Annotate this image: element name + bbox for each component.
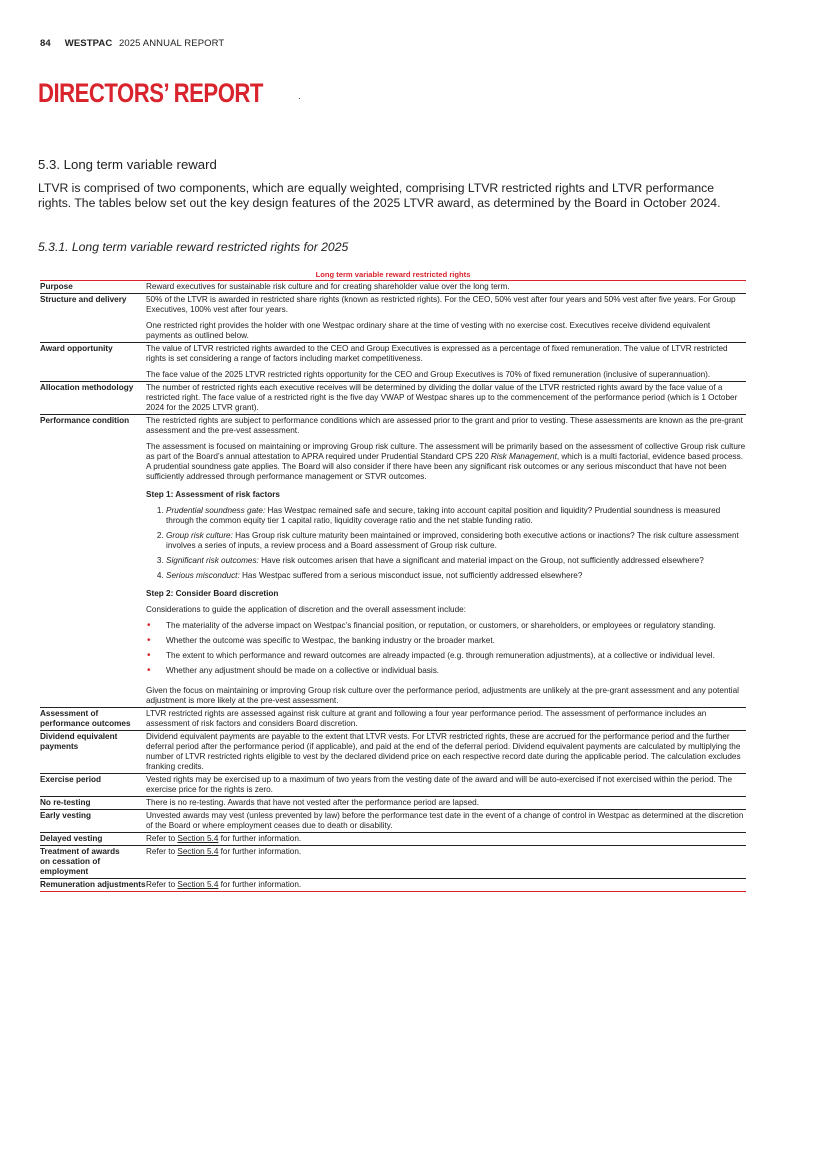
list-item-term: Significant risk outcomes: xyxy=(166,556,259,565)
section-5-4-link[interactable]: Section 5.4 xyxy=(177,834,219,843)
row-content: LTVR restricted rights are assessed against risk culture at grant and following a four year performance period. The assessment of performance includes an assessment of risk factors and considers Board discretion. xyxy=(146,709,707,728)
risk-factors-list xyxy=(146,506,746,581)
paragraph: The face value of the 2025 LTVR restricted rights opportunity for the CEO and Group Executives is 70% of fixed remuneration (inclusive of superannuation). xyxy=(146,370,711,379)
paragraph: Considerations to guide the application of discretion and the overall assessment include: xyxy=(146,605,466,614)
row-content xyxy=(146,833,746,846)
row-label: Early vesting xyxy=(40,811,91,820)
section-intro: LTVR is comprised of two components, which are equally weighted, comprising LTVR restricted rights and LTVR performance rights. The tables below set out the key design features of the 2025 LTVR award, as determined by the Board in October 2024. xyxy=(38,181,721,210)
row-content: There is no re-testing. Awards that have not vested after the performance period are lapsed. xyxy=(146,798,479,807)
table-row-award-opportunity xyxy=(40,343,746,382)
ltvr-design-table xyxy=(40,280,746,892)
row-label: Exercise period xyxy=(40,775,101,784)
row-content: Dividend equivalent payments are payable to the extent that LTVR vests. For LTVR restricted rights, these are accrued for the performance period and the further deferral period after the performance period (if applicable), and paid at the end of the deferral period. Dividend equivalent payments are calculated by multiplying the number of LTVR restricted rights eligible to vest by the declared dividend price on each respective record date during the applicable period. The calculation excludes franking credits. xyxy=(146,732,741,771)
row-label: Assessment of performance outcomes xyxy=(40,709,131,728)
list-item xyxy=(166,556,746,566)
row-label: Performance condition xyxy=(40,416,130,425)
row-content: The number of restricted rights each executive receives will be determined by dividing the dollar value of the LTVR restricted rights award by the face value of a restricted right. The face value of a restricted right is the five day VWAP of Westpac shares up to the commencement of the performance period (which is 1 October 2024 for the 2025 LTVR grant). xyxy=(146,383,738,412)
row-label: Award opportunity xyxy=(40,344,113,353)
row-label: No re-testing xyxy=(40,798,91,807)
table-row-purpose xyxy=(40,281,746,294)
subsection-heading: 5.3.1. Long term variable reward restricted rights for 2025 xyxy=(38,240,349,254)
list-item-term: Prudential soundness gate: xyxy=(166,506,266,515)
page-title: DIRECTORS’ REPORT xyxy=(38,78,263,108)
table-row-dividend xyxy=(40,731,746,774)
row-content: Vested rights may be exercised up to a maximum of two years from the vesting date of the award and will be auto-exercised if not exercised within the period. The exercise price for the rights is zero. xyxy=(146,775,733,794)
table-row-allocation xyxy=(40,382,746,415)
discretion-considerations-list xyxy=(146,621,746,676)
section-heading: 5.3. Long term variable reward xyxy=(38,157,217,172)
list-item-text: Have risk outcomes arisen that have a significant and material impact on the Group, not sufficiently addressed elsewhere? xyxy=(258,556,704,565)
paragraph: 50% of the LTVR is awarded in restricted share rights (known as restricted rights). For the CEO, 50% vest after four years and 50% vest after five years. For Group Executives, 100% vest after four years. xyxy=(146,295,736,314)
paragraph: The value of LTVR restricted rights awarded to the CEO and Group Executives is expressed as a percentage of fixed remuneration. The value of LTVR restricted rights is set considering a range of factors including market competitiveness. xyxy=(146,344,728,363)
list-item-text: Has Westpac remained safe and secure, taking into account capital position and liquidity? Prudential soundness is measured through the common equity tier 1 capital ratio, liquidity coverage ratio and the net stable funding ratio. xyxy=(166,506,721,525)
row-label: Delayed vesting xyxy=(40,834,103,843)
section-5-4-link[interactable]: Section 5.4 xyxy=(177,847,219,856)
list-item xyxy=(166,531,746,551)
row-content xyxy=(146,846,746,879)
row-content xyxy=(146,294,746,343)
list-item-text: Has Westpac suffered from a serious misconduct issue, not sufficiently addressed elsewhere? xyxy=(239,571,583,580)
row-label: Allocation methodology xyxy=(40,383,134,392)
table-row-treatment-cessation xyxy=(40,846,746,879)
table-row-delayed-vesting xyxy=(40,833,746,846)
page-number: 84 xyxy=(40,38,51,49)
paragraph: Given the focus on maintaining or improving Group risk culture over the performance period, adjustments are unlikely at the pre-grant assessment and any potential adjustment is more likely at the pre-vest assessment. xyxy=(146,686,739,705)
table-caption: Long term variable reward restricted rights xyxy=(315,270,471,279)
table-row-structure xyxy=(40,294,746,343)
row-content: Unvested awards may vest (unless prevented by law) before the performance test date in the event of a change of control in Westpac as determined at the discretion of the Board or where employment ceases due to death or disability. xyxy=(146,811,744,830)
list-item-text: Has Group risk culture maturity been maintained or improved, considering both executive actions or inactions? The risk culture assessment involves a series of inputs, a review process and a Board assessment of Group risk culture. xyxy=(166,531,739,550)
step-1-title: Step 1: Assessment of risk factors xyxy=(146,490,280,499)
section-5-4-link[interactable]: Section 5.4 xyxy=(177,880,219,889)
paragraph: The restricted rights are subject to performance conditions which are assessed prior to the grant and prior to vesting. These assessments are known as the pre-grant assessment and the pre-vest assessment. xyxy=(146,416,743,435)
refer-prefix: Refer to xyxy=(146,880,178,889)
list-item: • The extent to which performance and reward outcomes are already impacted (e.g. through remuneration adjustments), at a collective or individual level. xyxy=(146,651,746,661)
table-row-performance-condition xyxy=(40,415,746,708)
text-run: The assessment is focused on maintaining or improving Group risk culture. The assessment will be primarily based on the assessment of collective Group risk culture as part of the Board’s annual attestation to APRA required under Prudential Standard CPS 220 xyxy=(146,442,746,461)
list-item-term: Group risk culture: xyxy=(166,531,233,540)
list-item: • Whether the outcome was specific to Westpac, the banking industry or the broader market. xyxy=(146,636,746,646)
text-run-italic: Risk Management xyxy=(490,452,557,461)
table-row-remuneration-adjustments xyxy=(40,879,746,892)
header-report-name: 2025 ANNUAL REPORT xyxy=(119,38,225,49)
text-run: , which is a multi factorial, evidence based process. A prudential soundness gate applies. The Board will also consider if there have been any significant risk outcomes or any serious misconduct that have not been sufficiently addressed through performance management or STVR outcomes. xyxy=(146,452,743,481)
stray-dot xyxy=(299,98,300,99)
refer-prefix: Refer to xyxy=(146,847,178,856)
paragraph xyxy=(146,442,746,482)
table-row-assessment xyxy=(40,708,746,731)
refer-suffix: for further information. xyxy=(218,880,302,889)
refer-suffix: for further information. xyxy=(218,834,302,843)
table-row-no-retesting xyxy=(40,797,746,810)
page-header xyxy=(40,38,224,49)
row-content xyxy=(146,343,746,382)
list-item-term: Serious misconduct: xyxy=(166,571,240,580)
list-item: • The materiality of the adverse impact on Westpac’s financial position, or reputation, or customers, or shareholders, or employees or regulatory standing. xyxy=(146,621,746,631)
row-label: Purpose xyxy=(40,282,73,291)
refer-prefix: Refer to xyxy=(146,834,178,843)
row-label: Treatment of awards on cessation of employment xyxy=(40,847,120,876)
row-content xyxy=(146,879,746,892)
row-content: Reward executives for sustainable risk culture and for creating shareholder value over the long term. xyxy=(146,282,510,291)
list-item xyxy=(166,506,746,526)
list-item xyxy=(166,571,746,581)
ltvr-table-container xyxy=(40,280,746,892)
row-content xyxy=(146,415,746,708)
row-label: Dividend equivalent payments xyxy=(40,732,118,751)
table-row-exercise-period xyxy=(40,774,746,797)
row-label: Remuneration adjustments xyxy=(40,880,146,889)
header-brand: WESTPAC xyxy=(64,38,113,49)
paragraph: One restricted right provides the holder with one Westpac ordinary share at the time of vesting with no exercise cost. Executives receive dividend equivalent payments as outlined below. xyxy=(146,321,711,340)
list-item: • Whether any adjustment should be made on a collective or individual basis. xyxy=(146,666,746,676)
table-row-early-vesting xyxy=(40,810,746,833)
step-2-title: Step 2: Consider Board discretion xyxy=(146,589,279,598)
row-label: Structure and delivery xyxy=(40,295,127,304)
refer-suffix: for further information. xyxy=(218,847,302,856)
